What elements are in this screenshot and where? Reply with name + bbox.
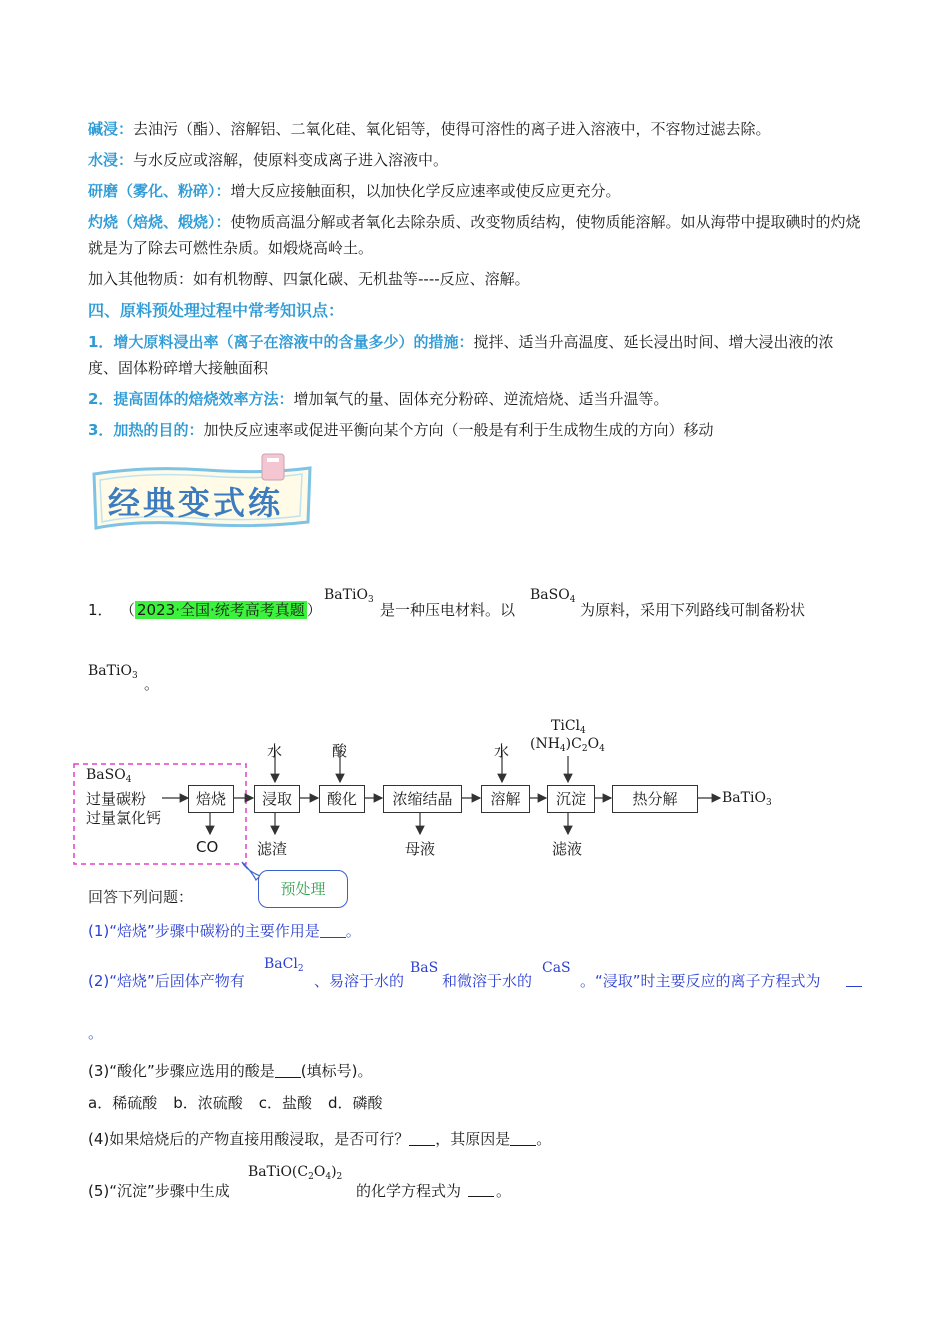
option-c[interactable]: c．盐酸 [258,1094,312,1112]
flow-step-roast: 焙烧 [188,785,234,813]
flow-step-precipitate: 沉淀 [547,785,595,813]
sub-question-3: (3)“酸化”步骤应选用的酸是 (填标号)。 [88,1062,373,1080]
formula-baso4: BaSO$_4$ [530,587,576,605]
question-text-1: 是一种压电材料。以 [380,601,516,619]
option-a[interactable]: a．稀硫酸 [88,1094,158,1112]
option-d[interactable]: d．磷酸 [327,1094,383,1112]
flow-product: BaTiO$_3$ [722,790,772,808]
answer-blank[interactable] [409,1131,435,1146]
note-term: 灼烧（焙烧、煅烧）： [88,213,231,231]
flow-inputs [86,766,161,828]
note-text: 加入其他物质：如有机物醇、四氯化碳、无机盐等----反应、溶解。 [88,270,530,288]
formula-bacl2: BaCl$_2$ [264,956,304,974]
flow-step-crystallize: 浓缩结晶 [383,785,462,813]
point-text: 加快反应速率或促进平衡向某个方向（一般是有利于生成物生成的方向）移动 [203,421,714,439]
flow-out-residue: 滤渣 [257,840,288,858]
note-text: 使物质高温分解或者氧化去除杂质、改变物质结构，使物质能溶解。如从海带中提取碘时的灼烧就是为了除去可燃性杂质。如煅烧高岭土。 [88,213,861,257]
point-text: 增加氧气的量、固体充分粉碎、逆流焙烧、适当升温等。 [293,390,669,408]
note-text: 增大反应接触面积，以加快化学反应速率或使反应更充分。 [230,182,621,200]
flow-step-acidify: 酸化 [319,785,365,813]
formula-cas: CaS [542,960,571,976]
flow-add-water-2: 水 [494,742,510,760]
answer-intro: 回答下列问题： [88,888,194,906]
question-source: （ 2023·全国·统考高考真题 ） [120,601,322,619]
note-text: 去油污（酯）、溶解铝、二氧化硅、氧化铝等，使得可溶性的离子进入溶液中，不容物过滤去除。 [133,120,771,138]
banner-text: 经典变式练 [108,484,284,522]
options-row [88,1090,863,1116]
flow-step-decompose: 热分解 [612,785,698,813]
section-heading: 四、原料预处理过程中常考知识点： [88,301,345,320]
formula-batio-c2o4: $BaTiO(C_2O_4)_2$ [248,1164,343,1182]
point-1 [88,329,863,381]
flow-step-leach: 浸取 [254,785,300,813]
note-water [88,147,863,173]
note-text: 与水反应或溶解，使原料变成离子进入溶液中。 [133,151,449,169]
question-text-2: 为原料，采用下列路线可制备粉状 [580,601,806,619]
flow-step-dissolve: 溶解 [481,785,530,813]
flow-input-carbon: 过量碳粉 [86,790,147,808]
source-tag: 2023·全国·统考高考真题 [137,601,305,619]
flow-diagram [70,712,790,912]
sub-question-1: (1)“焙烧”步骤中碳粉的主要作用是 。 [88,922,361,940]
point-3 [88,417,863,443]
note-alkali [88,116,863,142]
point-term: 2．提高固体的焙烧效率方法： [88,390,294,408]
sub-question-4: (4)如果焙烧后的产物直接用酸浸取，是否可行？ ，其原因是 。 [88,1130,552,1148]
question-1 [88,585,888,693]
flow-add-water-1: 水 [267,742,283,760]
answer-blank[interactable] [275,1063,301,1078]
answer-blank[interactable] [510,1131,536,1146]
answer-blank[interactable] [320,923,346,938]
flow-callout-text: 预处理 [280,880,326,898]
sub-question-5: (5)“沉淀”步骤中生成 $BaTiO(C_2O_4)_2$ 的化学方程式为 。 [88,1164,512,1200]
flow-add-oxalate: $(NH_4)C_2O_4$ [530,736,605,754]
option-b[interactable]: b．浓硫酸 [173,1094,243,1112]
note-term: 碱浸： [88,120,134,138]
flow-out-filtrate: 滤液 [552,840,583,858]
answer-blank[interactable] [468,1182,494,1197]
flow-out-co: CO [196,838,219,856]
answer-blank[interactable] [846,972,862,987]
flow-input-baso4: BaSO$_4$ [86,767,132,785]
note-other [88,266,863,292]
flow-add-ticl4: TiCl$_4$ [551,718,586,736]
flow-out-mother-liquor: 母液 [405,840,436,858]
question-text-end: 。 [144,675,160,693]
flow-add-acid: 酸 [332,742,348,760]
formula-batio3: BaTiO$_3$ [324,587,374,605]
flow-input-cacl2: 过量氯化钙 [86,809,162,827]
point-term: 1．增大原料浸出率（离子在溶液中的含量多少）的措施： [88,333,474,351]
banner [86,452,326,534]
point-term: 3．加热的目的： [88,421,204,439]
question-number: 1． [88,601,113,619]
sub-question-2: (2)“焙烧”后固体产物有 BaCl$_2$ 、易溶于水的 BaS 和微溶于水的 CaS 。“浸取”时主要反应的离子方程式为 。 [88,956,888,1036]
formula-batio3-product: BaTiO$_3$ [88,663,138,681]
point-2 [88,386,863,412]
note-term: 水浸： [88,151,134,169]
point-text: 搅拌、适当升高温度、延长浸出时间、增大浸出液的浓度、固体粉碎增大接触面积 [88,333,834,377]
note-grind [88,178,863,204]
formula-bas: BaS [410,960,439,976]
note-roast [88,209,863,261]
note-term: 研磨（雾化、粉碎）： [88,182,231,200]
